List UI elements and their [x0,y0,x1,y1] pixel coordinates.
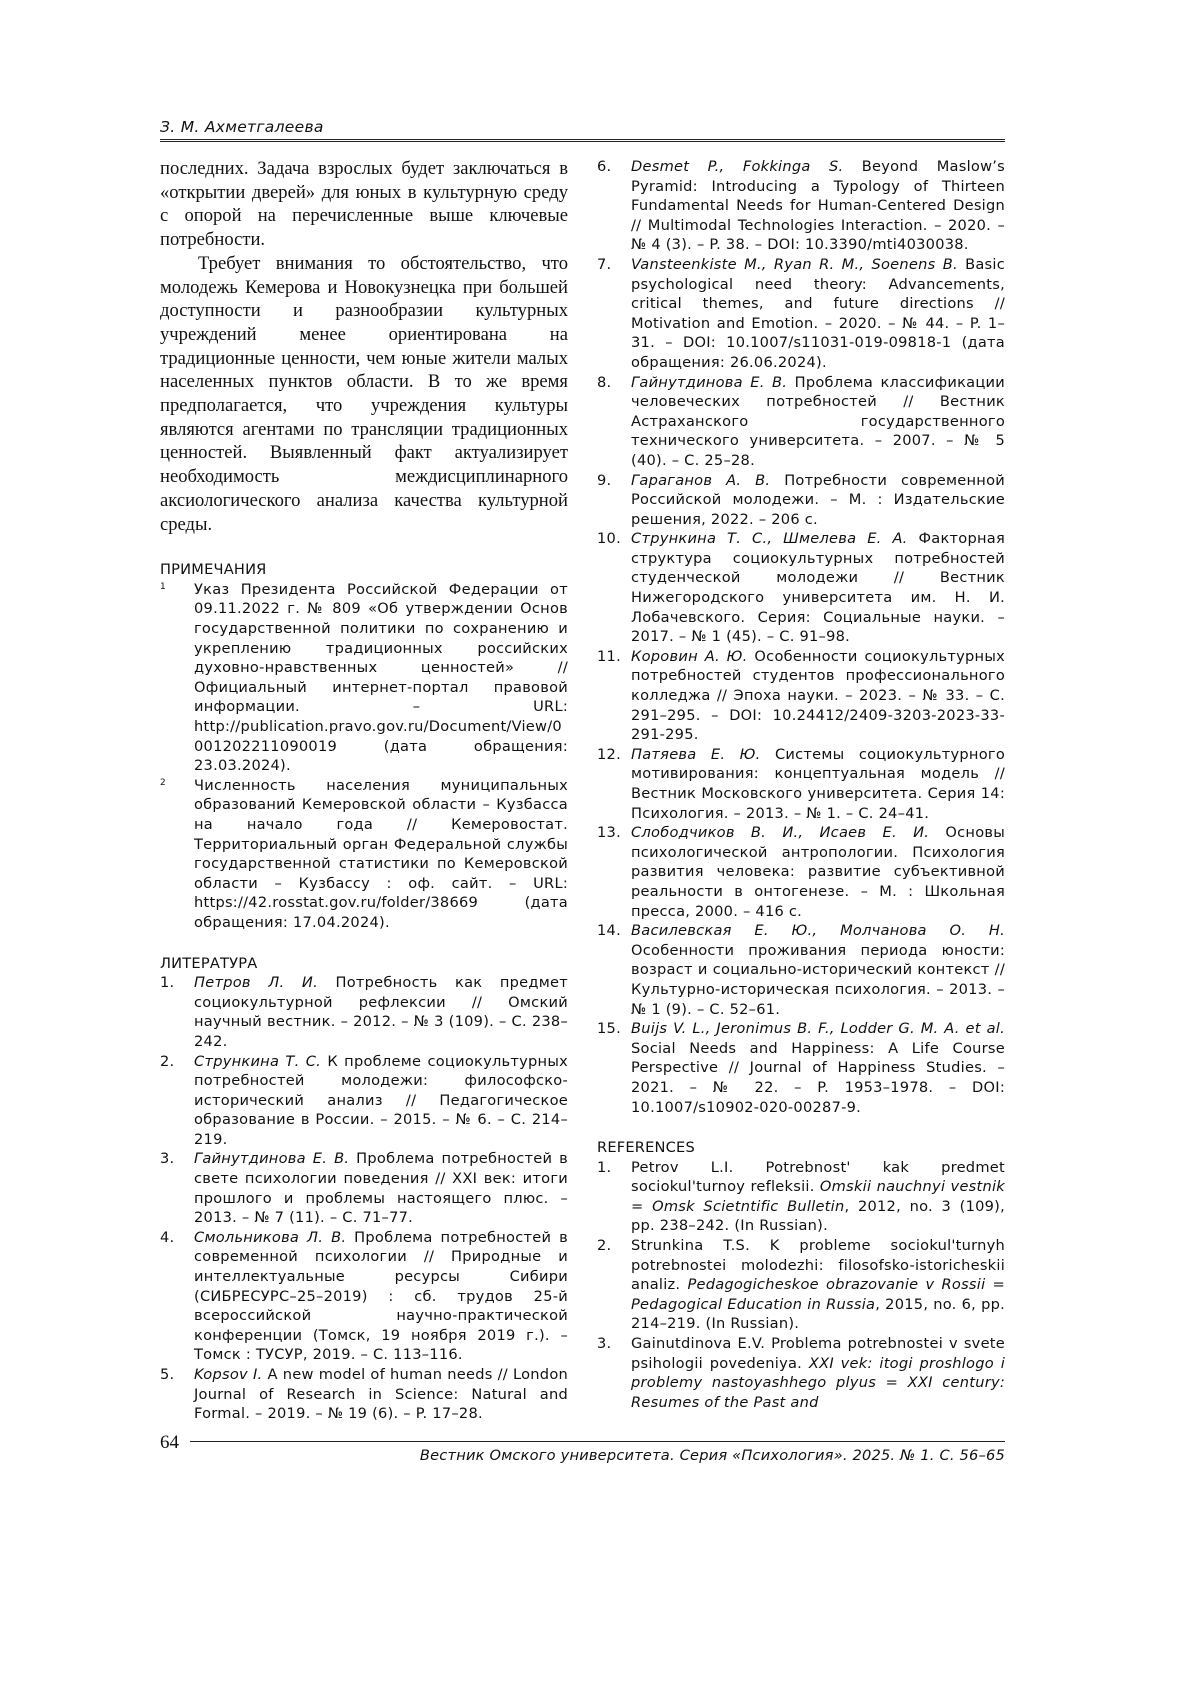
literature-list [160,973,568,1424]
item-text [631,647,1005,745]
item-number: 5. [160,1366,175,1383]
item-text-part: Petrov L.I. Potrebnost' kak predmet sociokul'turnoy refleksii. [631,1158,1005,1196]
notes-title: ПРИМЕЧАНИЯ [160,561,267,579]
item-text [631,1236,1005,1334]
item-text-part: Gainutdinova E.V. Problema potrebnostei v svete psihologii povedeniya. [631,1335,1005,1372]
item-text [194,973,568,1051]
item-italic-part: Pedagogicheskoe obrazovanie v Rossii = Pedagogical Education in Russia [631,1276,1006,1313]
item-text [631,745,1005,823]
list-item [597,823,1005,921]
item-text-part: К проблеме социокультурных потребностей молодежи: философско-исторический анализ // Педагогическое образование в России. – 2015. – № 6. – С. 214–219. [194,1052,568,1148]
item-text-part: , 2015, no. 6, pp. 214–219. (In Russian). [631,1295,1006,1333]
header-rule [160,139,1005,142]
item-italic-part: Патяева Е. Ю. [631,745,761,763]
item-number: 1. [160,974,175,992]
item-text [194,1365,568,1424]
page-number: 64 [160,1432,179,1453]
item-text [194,1149,568,1227]
list-item [597,745,1005,823]
list-item [597,921,1005,1019]
running-header [160,118,1005,142]
list-item [160,776,568,933]
item-italic-part: Стрункина Т. С. [194,1052,322,1070]
item-number: 4. [160,1228,175,1246]
list-item [160,973,568,1051]
item-italic-part: Vansteenkiste M., Ryan R. M., Soenens B. [631,255,958,273]
item-text-part: Проблема потребностей в свете психологии поведения // XXI век: итоги прошлого и проблемы настоящего плюс. – 2013. – № 7 (11). – С. 71–77. [194,1150,568,1227]
list-item [597,157,1005,255]
references-list [597,1158,1005,1413]
item-italic-part: Слободчиков В. И., Исаев Е. И. [631,824,930,842]
item-text-part: Особенности социокультурных потребностей студентов профессионального колледжа // Эпоха науки. – 2023. – № 33. – С. 291–295. – DOI: 10.24412/2409-3203-2023-33-291-295. [631,647,1005,744]
item-text [631,255,1005,373]
item-italic-part: Петров Л. И. [194,974,318,992]
item-text [631,471,1005,530]
running-header-author: З. М. Ахметгалеева [160,118,324,136]
item-text [631,157,1005,255]
item-number: 11. [597,647,621,665]
references-title: REFERENCES [597,1139,695,1157]
list-item [160,1149,568,1227]
item-italic-part: Гайнутдинова Е. В. [631,373,788,391]
item-text-part: Social Needs and Happiness: A Life Course Perspective // Journal of Happiness Studies. – 2021. – № 22. – P. 1953–1978. – DOI: 10.1007/s10902-020-00287-9. [631,1039,1005,1116]
item-italic-part: Гайнутдинова Е. В. [194,1150,350,1168]
list-item [597,1019,1005,1117]
item-italic-part: Смольникова Л. В. [194,1228,347,1246]
item-text-part: Проблема потребностей в современной психологии // Природные и интеллектуальные ресурсы Сибири (СИБРЕСУРС–25–2019) : сб. трудов 25-й всероссийской научно-практической конференции (Томск, 19 ноября 2019 г.). – Томск : ТУСУР, 2019. – С. 113–116. [194,1228,568,1364]
item-italic-part: Omskii nauchnyi vestnik = Omsk Scietntific Bulletin [631,1178,1006,1215]
list-item [597,647,1005,745]
item-italic-part: Buijs V. L., Jeronimus B. F., Lodder G. M. A. et al. [631,1020,1005,1038]
list-item [597,1236,1005,1334]
item-text-part: Факторная структура социокультурных потребностей студенческой молодежи // Вестник Нижегородского университета им. Н. И. Лобачевского. Серия: Социальные науки. – 2017. – № 1 (45). – С. 91–98. [631,530,1005,646]
list-item [160,1365,568,1424]
item-number: 1 [160,581,166,592]
item-number: 7. [597,255,612,273]
item-text [631,1334,1005,1412]
item-number: 2 [160,777,166,788]
item-text-part: A new model of human needs // London Journal of Research in Science: Natural and Formal. – 2019. – № 19 (6). – P. 17–28. [194,1366,568,1423]
body-paragraph: последних. Задача взрослых будет заключаться в «открытии дверей» для юных в культурную среду с опорой на перечисленные выше ключевые потребности. [160,158,568,251]
item-text [631,921,1005,1019]
notes-list [160,580,568,933]
item-text-part: , 2012, no. 3 (109), pp. 238–242. (In Russian). [631,1197,1006,1235]
item-text-part: Basic psychological need theory: Advancements, critical themes, and future directions // Motivation and Emotion. – 2020. – № 44. – P. 1–31. – DOI: 10.1007/s11031-019-09818-1 (дата обращения: 26.06.2024). [631,255,1005,371]
literature-title: ЛИТЕРАТУРА [160,954,258,972]
list-item [597,1334,1005,1412]
item-text [631,1019,1005,1117]
item-text [631,823,1005,921]
item-number: 2. [160,1052,175,1070]
item-number: 2. [597,1237,612,1255]
item-text [194,580,568,776]
list-item [160,580,568,776]
item-italic-part: Kopsov I. [194,1366,263,1383]
item-text-part: Потребность как предмет социокультурной рефлексии // Омский научный вестник. – 2012. – № 3 (109). – С. 238–242. [194,974,568,1050]
item-number: 8. [597,373,612,391]
item-italic-part: Desmet P., Fokkinga S. [631,158,844,175]
item-number: 15. [597,1020,621,1038]
list-item [597,1158,1005,1236]
item-number: 14. [597,922,621,940]
item-number: 1. [597,1158,612,1176]
list-item [160,1052,568,1150]
item-text-part: Strunkina T.S. K probleme sociokul'turnyh potrebnostei molodezhi: filosofsko-istoricheskii analiz. [631,1237,1005,1294]
item-text-part: Системы социокультурного мотивирования: концептуальная модель // Вестник Московского университета. Серия 14: Психология. – 2013. – № 1. – С. 24–41. [631,745,1005,822]
item-text-part: Численность населения муниципальных образований Кемеровской области – Кузбасса на начало года // Кемеровостат. Территориальный орган Федеральной службы государственной статистики по Кемеровской области – Кузбассу : оф. сайт. – URL: https://42.rosstat.gov.ru/folder/38669 (дата обращения: 17.04.2024). [194,776,568,931]
literature-list-continued [597,157,1005,1117]
item-italic-part: Гараганов А. В. [631,471,771,489]
item-text-part: Особенности проживания периода юности: возраст и социально-исторический контекст // Культурно-историческая психология. – 2013. – № 1 (9). – С. 52–61. [631,941,1005,1018]
footer-rule [190,1441,1005,1442]
item-text [194,1228,568,1365]
item-text [194,776,568,933]
item-text-part: Проблема классификации человеческих потребностей // Вестник Астраханского государственного технического университета. – 2007. – № 5 (40). – С. 25–28. [631,373,1005,469]
item-text-part: Основы психологической антропологии. Психология развития человека: развитие субъективной реальности в онтогенезе. – М. : Школьная пресса, 2000. – 416 с. [631,824,1005,920]
item-italic-part: Коровин А. Ю. [631,647,748,665]
left-column [160,157,568,1424]
right-column [597,157,1005,1412]
body-paragraph: Требует внимания то обстоятельство, что молодежь Кемерова и Новокузнецка при большей доступности и разнообразии культурных учреждений менее ориентирована на традиционные ценности, чем юные жители малых населенных пунктов области. В то же время предполагается, что учреждения культуры являются агентами по трансляции традиционных ценностей. Выявленный факт актуализирует необходимость междисциплинарного аксиологического анализа качества культурной среды. [160,252,568,535]
item-number: 9. [597,471,612,489]
item-number: 6. [597,158,612,175]
list-item [597,529,1005,647]
list-item [597,471,1005,530]
journal-citation: Вестник Омского университета. Серия «Психология». 2025. № 1. С. 56–65 [419,1447,1005,1464]
item-number: 12. [597,745,621,763]
item-text [194,1052,568,1150]
item-italic-part: Василевская Е. Ю., Молчанова О. Н. [631,922,1005,940]
item-text-part: Указ Президента Российской Федерации от 09.11.2022 г. № 809 «Об утверждении Основ государственной политики по сохранению и укреплению традиционных российских духовно-нравственных ценностей» // Официальный интернет-портал правовой информации. – URL: http://publication.pravo.gov.ru/Document/View/0001202211090019 (дата обращения: 23.03.2024). [194,580,568,775]
item-text-part: Beyond Maslow’s Pyramid: Introducing a Typology of Thirteen Fundamental Needs for Human-Centered Design // Multimodal Technologies Interaction. – 2020. – № 4 (3). – P. 38. – DOI: 10.3390/mti4030038. [631,158,1005,254]
item-italic-part: Стрункина Т. С., Шмелева Е. А. [631,530,908,548]
list-item [597,373,1005,471]
item-number: 3. [597,1335,612,1353]
item-number: 3. [160,1150,175,1168]
item-text [631,373,1005,471]
list-item [160,1228,568,1365]
item-italic-part: XXI vek: itogi proshlogo i problemy nastoyashhego plyus = XXI century: Resumes of the Past and [631,1354,1005,1411]
item-number: 10. [597,530,621,548]
item-text [631,529,1005,647]
list-item [597,255,1005,373]
item-number: 13. [597,824,621,842]
item-text [631,1158,1005,1236]
item-text-part: Потребности современной Российской молодежи. – М. : Издательские решения, 2022. – 206 с. [631,471,1006,528]
